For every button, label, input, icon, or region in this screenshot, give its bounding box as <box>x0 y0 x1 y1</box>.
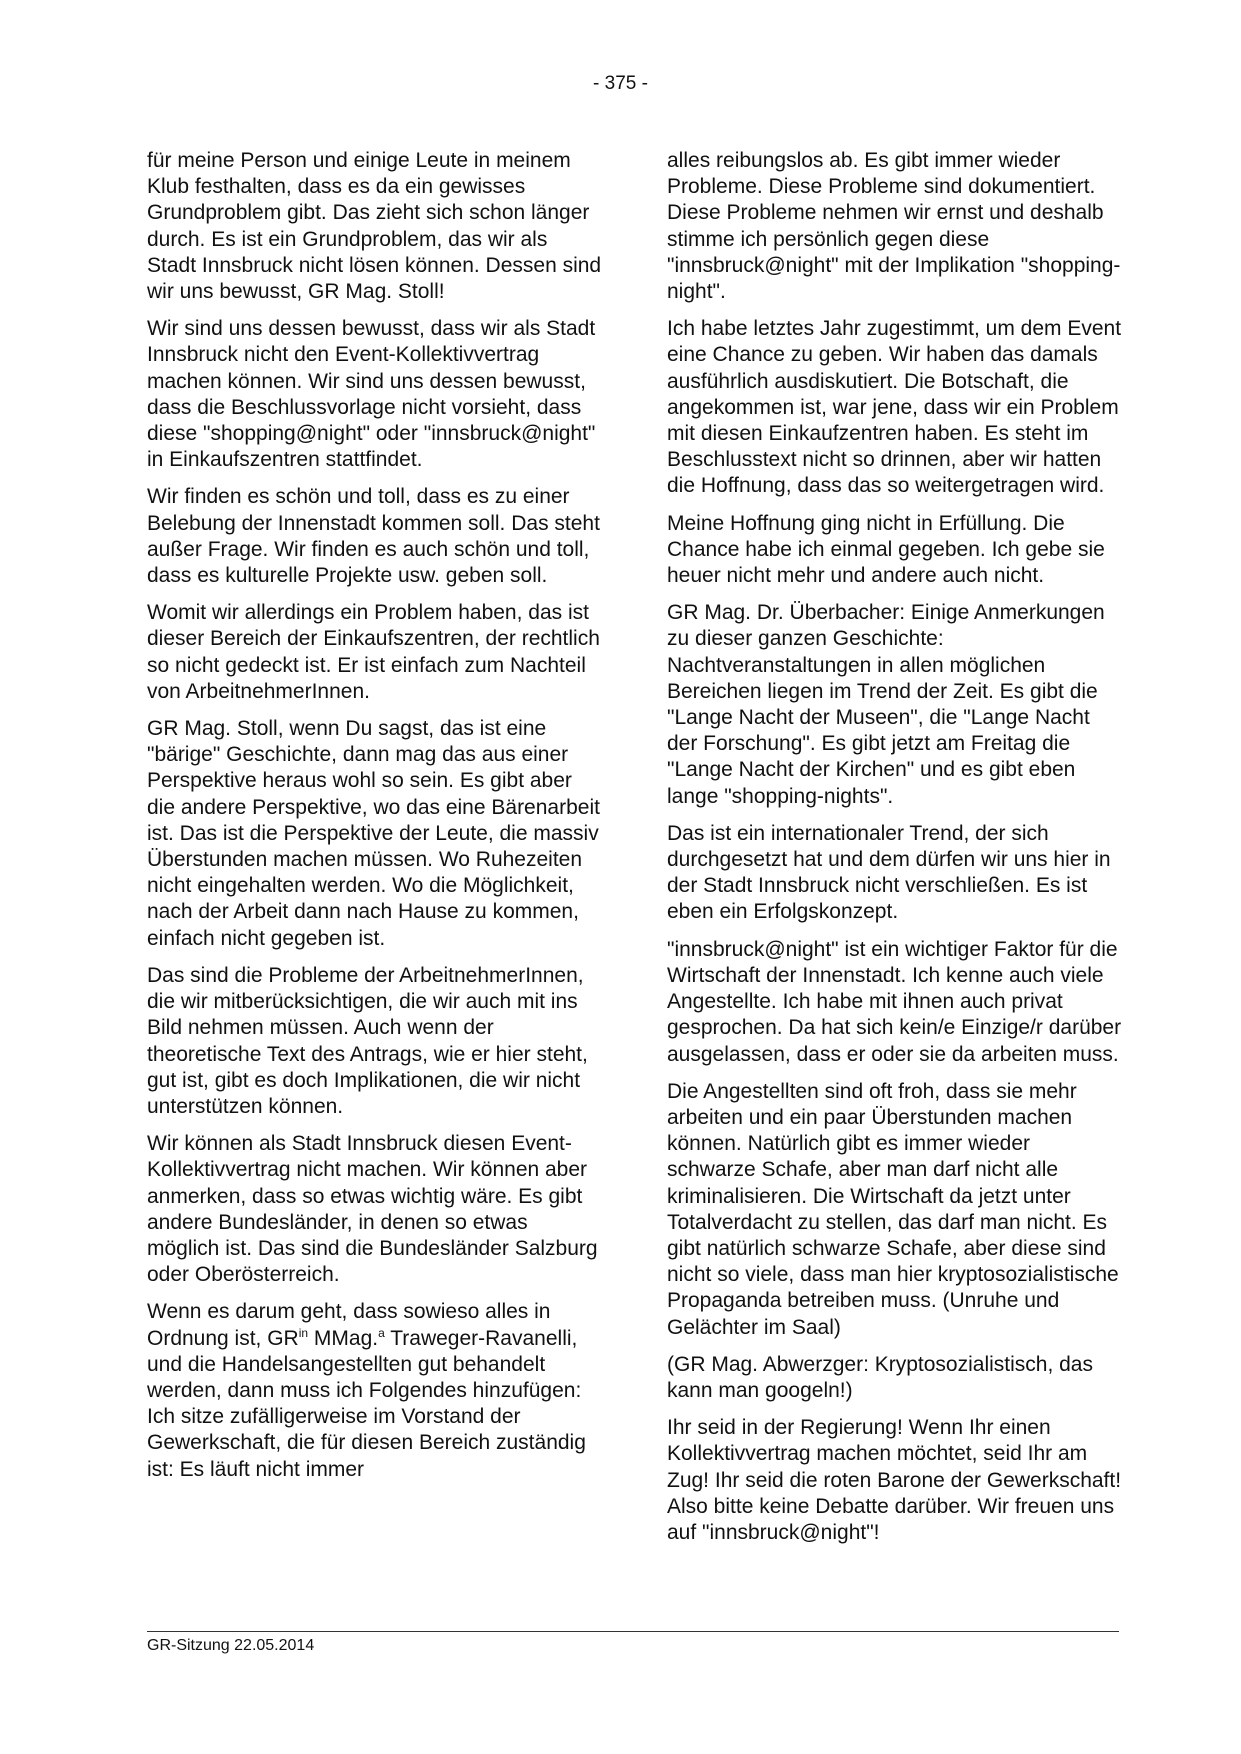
left-column <box>147 148 602 1618</box>
paragraph: Die Angestellten sind oft froh, dass sie mehr arbeiten und ein paar Überstunden machen können. Natürlich gibt es immer wieder schwarze Schafe, aber man darf nicht alle kriminalisieren. Die Wirtschaft da jetzt unter Totalverdacht zu stellen, das darf man nicht. Es gibt natürlich schwarze Schafe, aber diese sind nicht so viele, dass man hier kryptosozialistische Propaganda betreiben muss. (Unruhe und Gelächter im Saal) <box>667 1079 1119 1339</box>
paragraph: Wir finden es schön und toll, dass es zu einer Belebung der Innenstadt kommen soll. Das steht außer Frage. Wir finden es auch schön und toll, dass es kulturelle Projekte usw. geben soll. <box>147 485 600 588</box>
superscript: in <box>298 1325 309 1340</box>
paragraph: (GR Mag. Abwerzger: Kryptosozialistisch, das kann man googeln!) <box>667 1352 1093 1402</box>
paragraph: Wir können als Stadt Innsbruck diesen Event-Kollektivvertrag nicht machen. Wir können aber anmerken, dass so etwas wichtig wäre. Es gibt andere Bundesländer, in denen so etwas möglich ist. Das sind die Bundesländer Salzburg oder Oberösterreich. <box>147 1132 598 1287</box>
text-run: MMag. <box>308 1326 379 1350</box>
paragraph: "innsbruck@night" ist ein wichtiger Faktor für die Wirtschaft der Innenstadt. Ich kenne auch viele Angestellte. Ich habe mit ihnen auch privat gesprochen. Da hat sich kein/e Einzige/r darüber ausgelassen, dass er oder sie da arbeiten muss. <box>667 937 1122 1066</box>
paragraph: GR Mag. Stoll, wenn Du sagst, das ist eine "bärige" Geschichte, dann mag das aus einer Perspektive heraus wohl so sein. Es gibt aber die andere Perspektive, wo das eine Bärenarbeit ist. Das ist die Perspektive der Leute, die massiv Überstunden machen müssen. Wo Ruhezeiten nicht eingehalten werden. Wo die Möglichkeit, nach der Arbeit dann nach Hause zu kommen, einfach nicht gegeben ist. <box>147 717 600 950</box>
paragraph: Wir sind uns dessen bewusst, dass wir als Stadt Innsbruck nicht den Event-Kollektivvertrag machen können. Wir sind uns dessen bewusst, dass die Beschlussvorlage nicht vorsieht, dass diese "shopping@night" oder "innsbruck@night" in Einkaufszentren stattfindet. <box>147 317 596 472</box>
superscript: a <box>378 1325 385 1340</box>
paragraph: Meine Hoffnung ging nicht in Erfüllung. Die Chance habe ich einmal gegeben. Ich gebe sie heuer nicht mehr und andere auch nicht. <box>667 511 1105 588</box>
text-run: Traweger-Ravanelli, und die Handelsangestellten gut behandelt werden, dann muss ich Folgendes hinzufügen: Ich sitze zufälligerweise im Vorstand der Gewerkschaft, die für diesen Bereich zuständig ist: Es läuft nicht immer <box>147 1326 586 1481</box>
paragraph: alles reibungslos ab. Es gibt immer wieder Probleme. Diese Probleme sind dokumentiert. Diese Probleme nehmen wir ernst und deshalb stimme ich persönlich gegen diese "innsbruck@night" mit der Implikation "shopping-night". <box>667 149 1121 304</box>
paragraph: für meine Person und einige Leute in meinem Klub festhalten, dass es da ein gewisses Grundproblem gibt. Das zieht sich schon länger durch. Es ist ein Grundproblem, das wir als Stadt Innsbruck nicht lösen können. Dessen sind wir uns bewusst, GR Mag. Stoll! <box>147 149 602 304</box>
footer-divider <box>147 1631 1119 1632</box>
paragraph: GR Mag. Dr. Überbacher: Einige Anmerkungen zu dieser ganzen Geschichte: Nachtveranstaltungen in allen möglichen Bereichen liegen im Trend der Zeit. Es gibt die "Lange Nacht der Museen", die "Lange Nacht der Forschung". Es gibt jetzt am Freitag die "Lange Nacht der Kirchen" und es gibt eben lange "shopping-nights". <box>667 601 1105 808</box>
footer-text: GR-Sitzung 22.05.2014 <box>147 1637 315 1654</box>
paragraph: Ihr seid in der Regierung! Wenn Ihr einen Kollektivvertrag machen möchtet, seid Ihr am Zug! Ihr seid die roten Barone der Gewerkschaft! Also bitte keine Debatte darüber. Wir freuen uns auf "innsbruck@night"! <box>667 1416 1122 1544</box>
paragraph <box>147 1299 602 1482</box>
paragraph: Das ist ein internationaler Trend, der sich durchgesetzt hat und dem dürfen wir uns hier in der Stadt Innsbruck nicht verschließen. Es ist eben ein Erfolgskonzept. <box>667 821 1111 924</box>
right-column <box>667 148 1122 1618</box>
text-run: Wenn es darum geht, dass sowieso alles in Ordnung ist, GR <box>147 1300 551 1350</box>
paragraph: Ich habe letztes Jahr zugestimmt, um dem Event eine Chance zu geben. Wir haben das damals ausführlich ausdiskutiert. Die Botschaft, die angekommen ist, war jene, dass wir ein Problem mit diesen Einkaufzentren haben. Es steht im Beschlusstext nicht so drinnen, aber wir hatten die Hoffnung, dass das so weitergetragen wird. <box>667 317 1122 498</box>
page-number: - 375 - <box>593 73 648 94</box>
paragraph: Womit wir allerdings ein Problem haben, das ist dieser Bereich der Einkaufszentren, der rechtlich so nicht gedeckt ist. Er ist einfach zum Nachteil von ArbeitnehmerInnen. <box>147 601 600 703</box>
paragraph: Das sind die Probleme der ArbeitnehmerInnen, die wir mitberücksichtigen, die wir auch mit ins Bild nehmen müssen. Auch wenn der theoretische Text des Antrags, wie er hier steht, gut ist, gibt es doch Implikationen, die wir nicht unterstützen können. <box>147 963 588 1118</box>
